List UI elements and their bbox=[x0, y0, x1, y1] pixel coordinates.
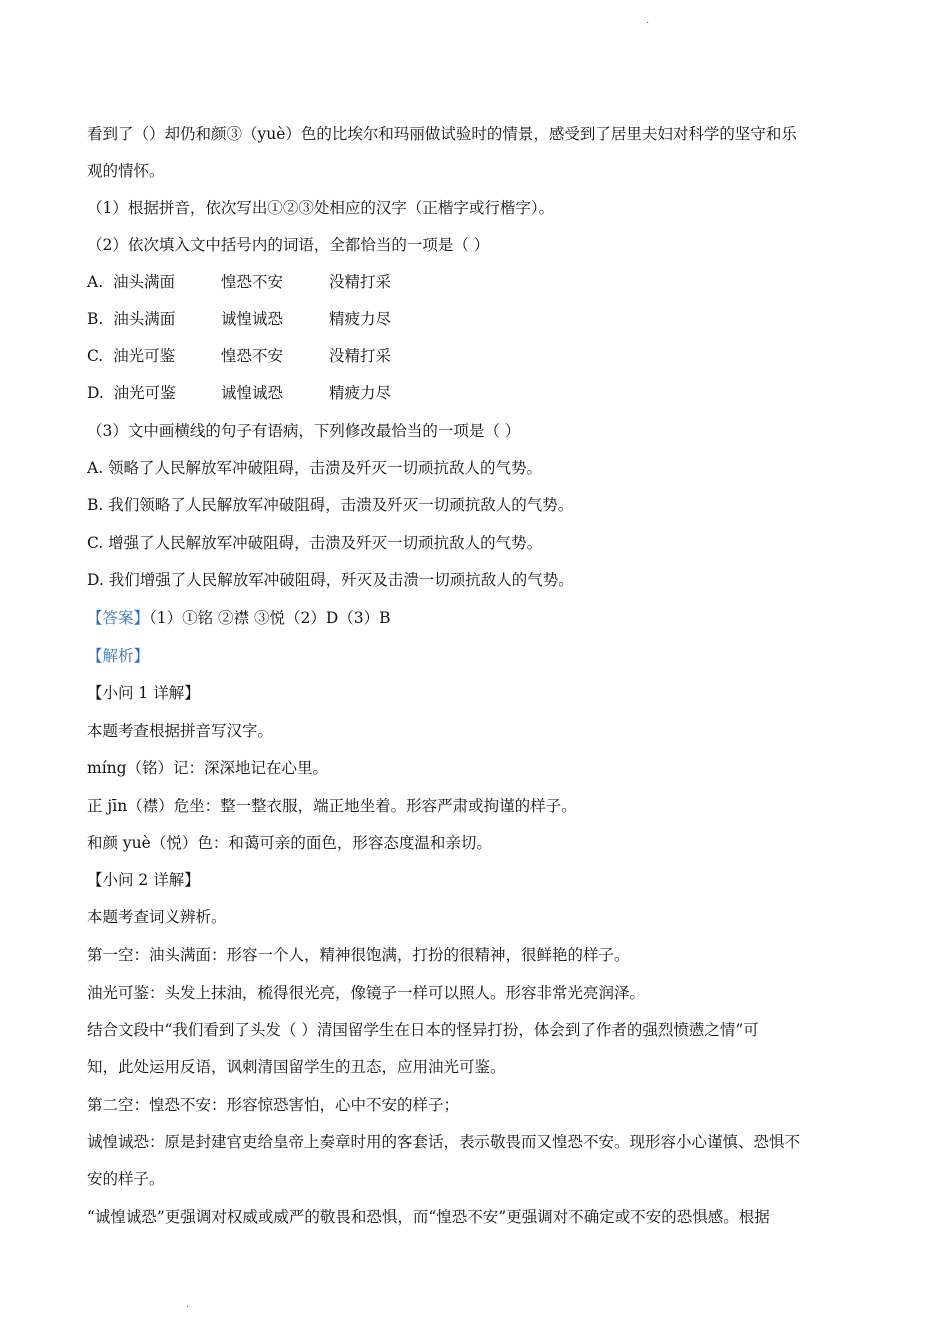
q2-option-a bbox=[87, 271, 391, 293]
option-word: 精疲力尽 bbox=[329, 384, 392, 402]
option-word: 油头满面 bbox=[112, 273, 175, 291]
header-mark: · bbox=[646, 18, 650, 29]
question-1: （1）根据拼音，依次写出①②③处相应的汉字（正楷字或行楷字）。 bbox=[87, 199, 555, 217]
answer-text: （1）①铭 ②襟 ③悦（2）D（3）B bbox=[149, 609, 391, 627]
q3-option-c: C. 增强了人民解放军冲破阻碍，击溃及歼灭一切顽抗敌人的气势。 bbox=[87, 534, 543, 552]
option-word: 没精打采 bbox=[329, 273, 392, 291]
question-2-stem: （2）依次填入文中括号内的词语，全都恰当的一项是（ ） bbox=[87, 236, 490, 254]
detail-2-combine-1: 结合文段中“我们看到了头发（ ）清国留学生在日本的怪异打扮，体会到了作者的强烈愤懑之情”可 bbox=[87, 1021, 759, 1039]
answer-line bbox=[87, 607, 391, 629]
detail-2-glossy: 油光可鉴：头发上抹油，梳得很光亮，像镜子一样可以照人。形容非常光亮润泽。 bbox=[87, 984, 646, 1002]
option-word: 没精打采 bbox=[329, 347, 392, 365]
option-word: 油光可鉴 bbox=[113, 347, 176, 365]
detail-2-compare: “诚惶诚恐”更强调对权威或威严的敬畏和恐惧，而“惶恐不安”更强调对不确定或不安的恐惧感。根据 bbox=[87, 1208, 770, 1226]
option-label: D. bbox=[87, 384, 104, 402]
q2-option-b bbox=[87, 308, 391, 330]
detail-2-combine-2: 知，此处运用反语，讽刺清国留学生的丑态，应用油光可鉴。 bbox=[87, 1058, 506, 1076]
q2-option-c bbox=[87, 345, 391, 367]
detail-1-line: 正 jīn（襟）危坐：整一整衣服，端正地坐着。形容严肃或拘谨的样子。 bbox=[87, 797, 577, 815]
q3-option-a: A. 领略了人民解放军冲破阻碍，击溃及歼灭一切顽抗敌人的气势。 bbox=[87, 459, 543, 477]
detail-2-cheng-2: 安的样子。 bbox=[87, 1170, 165, 1188]
detail-2-intro: 本题考查词义辨析。 bbox=[87, 908, 227, 926]
option-word: 诚惶诚恐 bbox=[221, 384, 284, 402]
detail-1-heading: 【小问 1 详解】 bbox=[87, 684, 200, 702]
option-word: 诚惶诚恐 bbox=[221, 310, 284, 328]
detail-2-blank2: 第二空：惶恐不安：形容惊恐害怕，心中不安的样子； bbox=[87, 1096, 460, 1114]
option-label: A. bbox=[87, 273, 104, 291]
passage-line-1: 看到了（）却仍和颜③（yuè）色的比埃尔和玛丽做试验时的情景，感受到了居里夫妇对科学的坚守和乐 bbox=[87, 125, 797, 143]
detail-1-line: 本题考查根据拼音写汉字。 bbox=[87, 722, 274, 740]
q2-option-d bbox=[87, 382, 391, 404]
q3-option-b: B. 我们领略了人民解放军冲破阻碍，击溃及歼灭一切顽抗敌人的气势。 bbox=[87, 496, 574, 514]
answer-tag: 【答案】 bbox=[87, 609, 150, 627]
question-3-stem: （3）文中画横线的句子有语病，下列修改最恰当的一项是（ ） bbox=[87, 422, 521, 440]
option-word: 油头满面 bbox=[113, 310, 176, 328]
option-word: 惶恐不安 bbox=[221, 273, 284, 291]
option-word: 精疲力尽 bbox=[329, 310, 392, 328]
analysis-tag: 【解析】 bbox=[87, 647, 150, 665]
detail-2-cheng-1: 诚惶诚恐：原是封建官吏给皇帝上奏章时用的客套话，表示敬畏而又惶恐不安。现形容小心谨慎、恐惧不 bbox=[87, 1133, 801, 1151]
detail-2-heading: 【小问 2 详解】 bbox=[87, 871, 200, 889]
detail-1-line: 和颜 yuè（悦）色：和蔼可亲的面色，形容态度温和亲切。 bbox=[87, 834, 492, 852]
q3-option-d: D. 我们增强了人民解放军冲破阻碍，歼灭及击溃一切顽抗敌人的气势。 bbox=[87, 571, 574, 589]
option-word: 油光可鉴 bbox=[113, 384, 176, 402]
option-label: C. bbox=[87, 347, 104, 365]
detail-2-blank1: 第一空：油头满面：形容一个人，精神很饱满，打扮的很精神，很鲜艳的样子。 bbox=[87, 946, 630, 964]
footer-mark: · bbox=[186, 1302, 190, 1313]
passage-line-2: 观的情怀。 bbox=[87, 162, 165, 180]
detail-1-line: míng（铭）记：深深地记在心里。 bbox=[87, 759, 329, 777]
option-label: B. bbox=[87, 310, 104, 328]
option-word: 惶恐不安 bbox=[221, 347, 284, 365]
